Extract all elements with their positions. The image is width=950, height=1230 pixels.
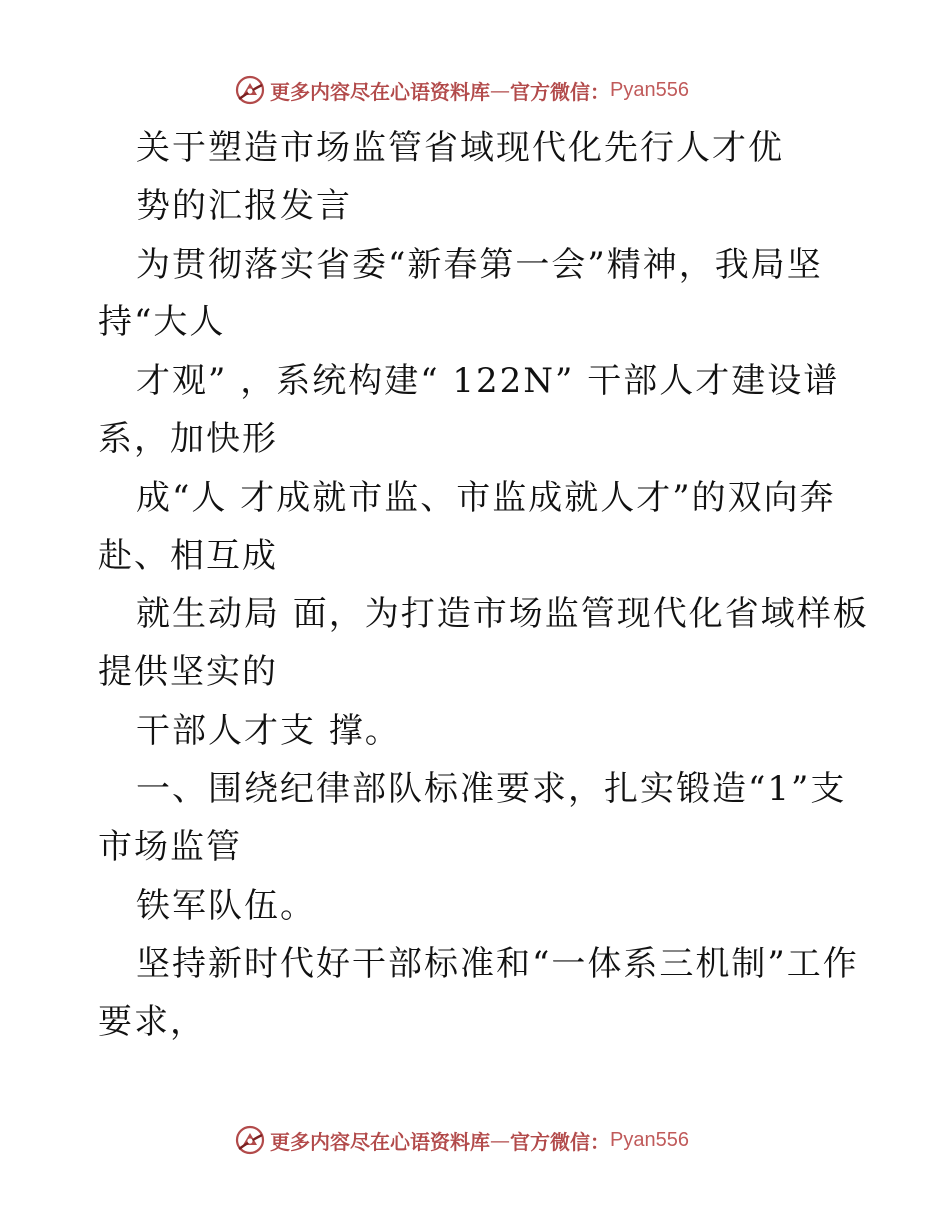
brand-logo-icon <box>234 74 266 106</box>
footer-banner-wechat: 官方微信： <box>510 1129 610 1154</box>
text-line: 关于塑造市场监管省域现代化先行人才优 <box>136 128 784 168</box>
text-line: 系，加快形 <box>98 419 278 459</box>
text-line: 势的汇报发言 <box>136 186 352 226</box>
text-line: 要求， <box>98 1002 206 1042</box>
header-banner-dash: — <box>490 78 510 102</box>
text-line: 成“人 才成就市监、市监成就人才”的双向奔 <box>136 478 836 518</box>
header-banner-id: Pyan556 <box>610 78 689 101</box>
text-line: 就生动局 面，为打造市场监管现代化省域样板 <box>136 594 869 634</box>
header-banner-text: 更多内容尽在心语资料库 <box>270 79 490 104</box>
text-line: 提供坚实的 <box>98 652 278 692</box>
text-line: 持“大人 <box>98 302 226 342</box>
header-banner-wechat: 官方微信： <box>510 79 610 104</box>
text-line: 市场监管 <box>98 827 242 867</box>
footer-banner-text: 更多内容尽在心语资料库 <box>270 1129 490 1154</box>
footer-watermark <box>234 1123 689 1157</box>
text-line: 铁军队伍。 <box>136 886 316 926</box>
brand-logo-icon <box>234 1124 266 1156</box>
header-watermark <box>234 73 689 107</box>
text-line: 一、围绕纪律部队标准要求，扎实锻造“1”支 <box>136 769 847 809</box>
footer-banner-id: Pyan556 <box>610 1128 689 1151</box>
text-line: 为贯彻落实省委“新春第一会”精神，我局坚 <box>136 245 823 285</box>
text-line: 坚持新时代好干部标准和“一体系三机制”工作 <box>136 944 859 984</box>
footer-banner-dash: — <box>490 1128 510 1152</box>
text-line: 干部人才支 撑。 <box>136 711 401 751</box>
text-line: 赴、相互成 <box>98 536 278 576</box>
text-line: 才观” ，系统构建“ 122N” 干部人才建设谱 <box>136 361 840 401</box>
